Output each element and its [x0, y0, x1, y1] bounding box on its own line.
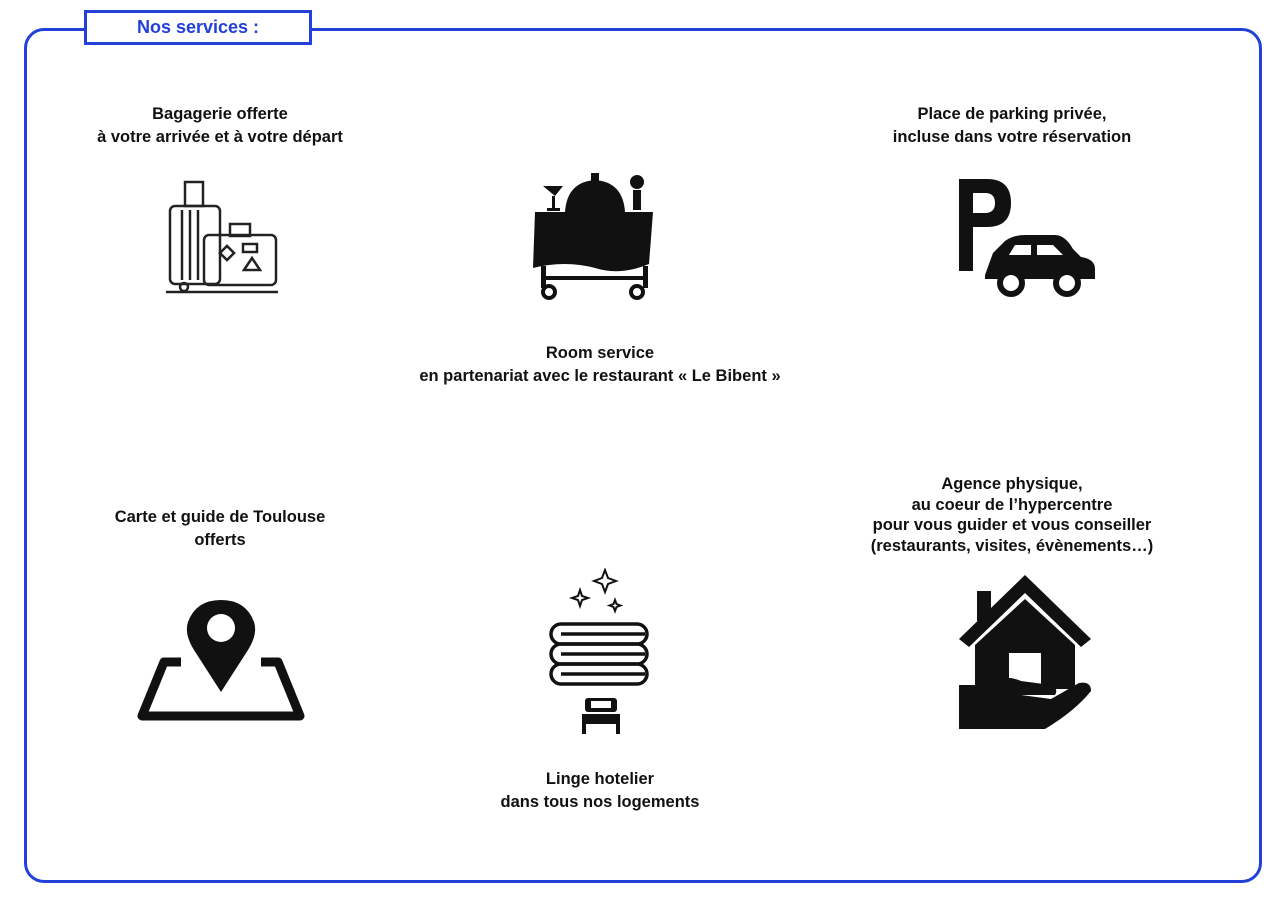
service-linen-text	[420, 768, 780, 814]
service-subtitle: incluse dans votre réservation	[892, 128, 1132, 146]
section-title-text: Nos services :	[136, 17, 260, 37]
room-service-cart-icon	[525, 168, 665, 306]
parking-car-icon	[955, 175, 1105, 300]
services-frame	[24, 28, 1262, 883]
service-title: Place de parking privée,	[917, 105, 1107, 123]
map-pin-icon	[136, 596, 306, 724]
service-title: Linge hotelier	[545, 770, 655, 788]
service-title: Agence physique,	[941, 475, 1083, 493]
house-in-hand-icon	[955, 573, 1095, 735]
service-subtitle: offerts	[194, 531, 246, 549]
service-subtitle: (restaurants, visites, évènements…)	[870, 536, 1154, 555]
service-luggage-text	[40, 103, 400, 149]
luggage-icon	[160, 178, 285, 298]
service-subtitle: au coeur de l’hypercentre	[911, 495, 1113, 514]
service-subtitle: en partenariat avec le restaurant « Le Bibent »	[419, 367, 781, 385]
service-parking-text	[832, 103, 1192, 149]
service-subtitle: dans tous nos logements	[500, 793, 700, 811]
service-title: Carte et guide de Toulouse	[114, 508, 326, 526]
service-title: Room service	[545, 344, 655, 362]
service-map-text	[40, 506, 400, 552]
service-room-service-text	[370, 342, 830, 388]
folded-linen-icon	[545, 568, 655, 736]
section-title	[84, 10, 312, 45]
service-subtitle: pour vous guider et vous conseiller	[872, 516, 1152, 534]
service-subtitle: à votre arrivée et à votre départ	[97, 128, 343, 146]
service-title: Bagagerie offerte	[152, 105, 288, 123]
service-agency-text	[812, 474, 1212, 556]
